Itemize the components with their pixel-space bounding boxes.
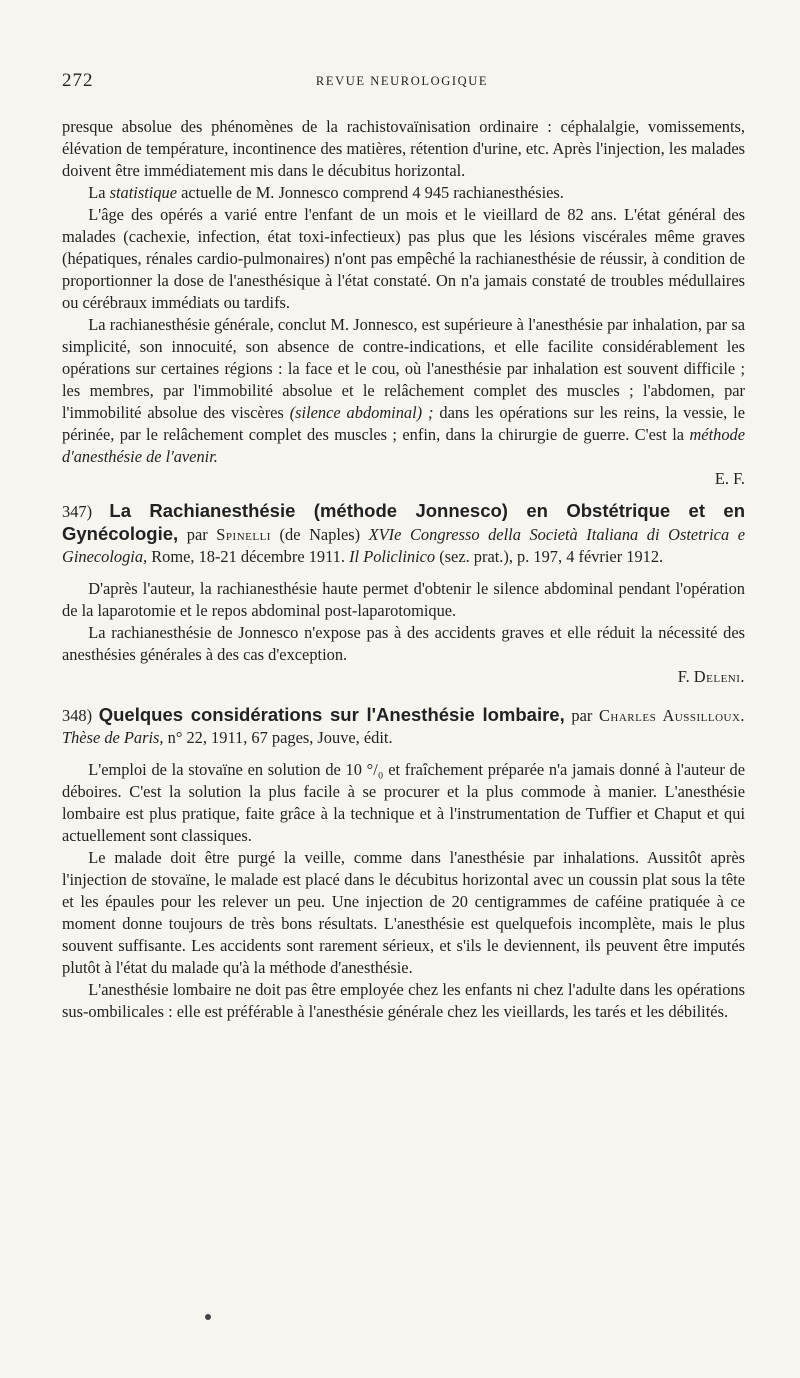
article-heading (62, 704, 745, 749)
article-title: Quelques considérations sur l'Anesthésie lombaire, (98, 704, 565, 725)
document-body (62, 116, 745, 1023)
thesis-title: Thèse de Paris, (62, 728, 164, 747)
page-header (62, 70, 742, 96)
article-heading (62, 500, 745, 568)
italic-text: (silence abdominal) ; (289, 403, 434, 422)
article-number: 348) (62, 706, 93, 725)
text: dans les opérations sur les reins, la vessie, le périnée, par le relâchement complet des muscles ; enfin, dans la chirurgie de guerre. C'est la (62, 403, 745, 444)
text: Rome, 18-21 décembre 1911. (147, 547, 350, 566)
signature (62, 666, 745, 688)
text: actuelle de M. Jonnesco comprend 4 945 rachianesthésies. (177, 183, 564, 202)
paragraph (62, 314, 745, 468)
running-title: REVUE NEUROLOGIQUE (315, 74, 489, 88)
article-title: La Rachianesthésie (méthode Jonnesco) en Obstétrique et en Gynécologie, (62, 500, 745, 544)
text: (sez. prat.), p. 197, 4 février 1912. (435, 547, 664, 566)
journal-name: Il Policlinico (349, 547, 436, 566)
text: n° 22, 1911, 67 pages, Jouve, édit. (163, 728, 393, 747)
article-number: 347) (62, 502, 93, 521)
journal-name: XVIe Congresso della Società Italiana di Ostetrica e Ginecologia, (62, 525, 746, 566)
paragraph: La rachianesthésie de Jonnesco n'expose pas à des accidents graves et elle réduit la nécessité des anesthésies générales à des cas d'exception. (62, 623, 745, 664)
print-mark-dot (205, 1314, 211, 1320)
paragraph: Le malade doit être purgé la veille, comme dans l'anesthésie par inhalations. Aussitôt après l'injection de stovaïne, le malade est placé dans le décubitus horizontal avec un coussin plat sous la tête et les épaules pour les relever un peu. Une injection de 20 centigrammes de caféine pratiquée à ce moment donne toujours de très bons résultats. L'anesthésie est quelquefois incomplète, mais le plus souvent suffisante. Les accidents sont rarement sérieux, et s'ils le deviennent, ils peuvent être imputés plutôt à l'état du malade qu'à la méthode d'anesthésie. (62, 848, 745, 977)
signature: E. F. (714, 469, 745, 488)
author-name: Spinelli (216, 525, 271, 544)
paragraph: D'après l'auteur, la rachianesthésie haute permet d'obtenir le silence abdominal pendant l'opération de la laparotomie et le repos abdominal post-laparotomique. (62, 579, 745, 620)
text: par (564, 706, 599, 725)
author-name: Charles Aussilloux. (598, 706, 746, 725)
text: par (178, 525, 217, 544)
paragraph: L'âge des opérés a varié entre l'enfant de un mois et le vieillard de 82 ans. L'état général des malades (cachexie, infection, état toxi-infectieux) pas plus que les lésions viscérales même graves (hépatiques, rénales cardio-pulmonaires) n'ont pas empêché la rachianesthésie de réussir, à condition de proportionner la dose de l'anesthésique à l'état constaté. On n'a jamais constaté de troubles médullaires ou cérébraux immédiats ou tardifs. (62, 205, 745, 312)
text: (de Naples) (270, 525, 369, 544)
text: La rachianesthésie générale, conclut M. Jonnesco, est supérieure à l'anesthésie par inhalation, par sa simplicité, son innocuité, son absence de contre-indications, et elle facilite considérablement les opérations sur certaines régions : la face et le cou, où l'anesthésie par inhalation est souvent difficile ; les membres, par l'immobilité absolue et le relâchement complet des muscles ; l'abdomen, par l'immobilité absolue des viscères (62, 315, 745, 422)
italic-text: statistique (109, 183, 178, 202)
paragraph: presque absolue des phénomènes de la rachistovaïnisation ordinaire : céphalalgie, vomissements, élévation de température, incontinence des matières, rétention d'urine, etc. Après l'injection, les malades doivent être immédiatement mis dans le décubitus horizontal. (62, 117, 745, 180)
text: F. (677, 667, 694, 686)
paragraph: L'emploi de la stovaïne en solution de 10 °/₀ et fraîchement préparée n'a jamais donné à l'auteur de déboires. C'est la solution la plus facile à se procurer et la plus commode à manier. L'anesthésie lombaire est plus pratique, faite grâce à la technique et à l'instrumentation de Tuffier et Chaput et qui actuellement sont classiques. (62, 760, 745, 845)
text: La (88, 183, 110, 202)
italic-text: méthode d'anesthésie de l'avenir. (62, 425, 745, 466)
paragraph: L'anesthésie lombaire ne doit pas être employée chez les enfants ni chez l'adulte dans les opérations sus-ombilicales : elle est préférable à l'anesthésie générale chez les vieillards, les tarés et les débilités. (62, 980, 745, 1021)
signature-name: Deleni. (693, 667, 745, 686)
paragraph (62, 182, 745, 204)
page-number: 272 (62, 70, 94, 91)
